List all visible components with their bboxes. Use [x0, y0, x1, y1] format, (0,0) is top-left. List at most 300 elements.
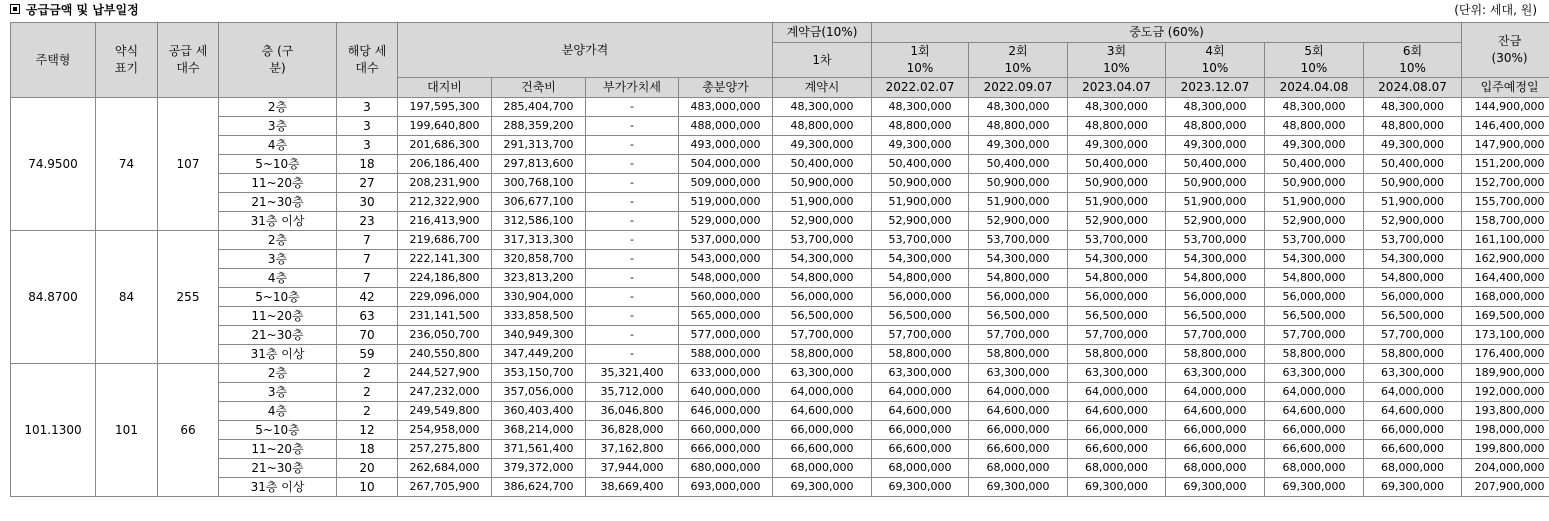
middle-round-2-cell: 63,300,000 — [969, 364, 1068, 383]
vat-cell: - — [586, 174, 679, 193]
contract-cell: 64,000,000 — [773, 383, 872, 402]
header-middle-round-5-label: 5회 — [1304, 44, 1324, 58]
middle-round-1-cell: 54,800,000 — [872, 269, 969, 288]
vat-cell: - — [586, 269, 679, 288]
middle-round-1-cell: 52,900,000 — [872, 212, 969, 231]
units-cell: 3 — [337, 136, 398, 155]
middle-round-2-cell: 57,700,000 — [969, 326, 1068, 345]
header-middle-round-3-pct: 10% — [1103, 61, 1130, 75]
middle-round-5-cell: 66,600,000 — [1265, 440, 1364, 459]
units-cell: 2 — [337, 383, 398, 402]
table-row — [11, 421, 1549, 440]
header-vat: 부가가치세 — [586, 78, 679, 98]
supply-cell: 255 — [158, 231, 219, 364]
middle-round-5-cell: 54,300,000 — [1265, 250, 1364, 269]
header-units-text: 해당 세대수 — [347, 44, 387, 75]
middle-round-4-cell: 66,000,000 — [1166, 421, 1265, 440]
land-cell: 247,232,000 — [398, 383, 492, 402]
middle-round-5-cell: 49,300,000 — [1265, 136, 1364, 155]
contract-cell: 48,800,000 — [773, 117, 872, 136]
contract-cell: 58,800,000 — [773, 345, 872, 364]
floor-cell: 2층 — [219, 231, 337, 250]
vat-cell: 36,046,800 — [586, 402, 679, 421]
middle-round-2-cell: 51,900,000 — [969, 193, 1068, 212]
land-cell: 267,705,900 — [398, 478, 492, 497]
units-cell: 3 — [337, 117, 398, 136]
building-cell: 379,372,000 — [492, 459, 586, 478]
floor-cell: 3층 — [219, 250, 337, 269]
total-cell: 537,000,000 — [679, 231, 773, 250]
floor-cell: 11~20층 — [219, 174, 337, 193]
header-balance-pct: (30%) — [1491, 51, 1528, 65]
header-middle-round-4 — [1166, 43, 1265, 78]
middle-round-2-cell: 64,600,000 — [969, 402, 1068, 421]
middle-round-5-cell: 63,300,000 — [1265, 364, 1364, 383]
middle-round-5-cell: 48,300,000 — [1265, 98, 1364, 117]
middle-round-6-cell: 48,300,000 — [1364, 98, 1462, 117]
middle-round-4-cell: 54,800,000 — [1166, 269, 1265, 288]
total-cell: 504,000,000 — [679, 155, 773, 174]
middle-round-6-cell: 66,000,000 — [1364, 421, 1462, 440]
abbr-cell: 74 — [96, 98, 158, 231]
land-cell: 212,322,900 — [398, 193, 492, 212]
units-cell: 27 — [337, 174, 398, 193]
middle-round-3-cell: 50,400,000 — [1068, 155, 1166, 174]
contract-cell: 69,300,000 — [773, 478, 872, 497]
total-cell: 488,000,000 — [679, 117, 773, 136]
land-cell: 262,684,000 — [398, 459, 492, 478]
middle-round-6-cell: 56,500,000 — [1364, 307, 1462, 326]
balance-cell: 158,700,000 — [1462, 212, 1549, 231]
units-cell: 7 — [337, 250, 398, 269]
middle-round-5-cell: 52,900,000 — [1265, 212, 1364, 231]
balance-cell: 173,100,000 — [1462, 326, 1549, 345]
land-cell: 197,595,300 — [398, 98, 492, 117]
header-supply-text: 공급 세대수 — [168, 44, 208, 75]
floor-cell: 3층 — [219, 117, 337, 136]
header-middle-round-2 — [969, 43, 1068, 78]
table-row — [11, 440, 1549, 459]
middle-round-5-cell: 56,000,000 — [1265, 288, 1364, 307]
middle-round-5-cell: 64,000,000 — [1265, 383, 1364, 402]
header-floor-text: 층 (구분) — [261, 44, 294, 75]
middle-round-1-cell: 64,000,000 — [872, 383, 969, 402]
middle-round-2-cell: 66,600,000 — [969, 440, 1068, 459]
middle-round-2-cell: 58,800,000 — [969, 345, 1068, 364]
table-row — [11, 193, 1549, 212]
floor-cell: 31층 이상 — [219, 345, 337, 364]
total-cell: 693,000,000 — [679, 478, 773, 497]
middle-round-1-cell: 56,000,000 — [872, 288, 969, 307]
contract-cell: 57,700,000 — [773, 326, 872, 345]
land-cell: 236,050,700 — [398, 326, 492, 345]
middle-round-3-cell: 49,300,000 — [1068, 136, 1166, 155]
balance-cell: 161,100,000 — [1462, 231, 1549, 250]
middle-round-4-cell: 48,300,000 — [1166, 98, 1265, 117]
contract-cell: 53,700,000 — [773, 231, 872, 250]
vat-cell: - — [586, 136, 679, 155]
building-cell: 317,313,300 — [492, 231, 586, 250]
middle-round-5-cell: 51,900,000 — [1265, 193, 1364, 212]
land-cell: 219,686,700 — [398, 231, 492, 250]
floor-cell: 4층 — [219, 136, 337, 155]
house-type-cell: 74.9500 — [11, 98, 96, 231]
building-cell: 300,768,100 — [492, 174, 586, 193]
table-row — [11, 288, 1549, 307]
middle-round-6-cell: 50,400,000 — [1364, 155, 1462, 174]
table-row — [11, 402, 1549, 421]
contract-cell: 48,300,000 — [773, 98, 872, 117]
middle-round-3-cell: 52,900,000 — [1068, 212, 1166, 231]
middle-round-4-cell: 64,600,000 — [1166, 402, 1265, 421]
units-cell: 3 — [337, 98, 398, 117]
balance-cell: 193,800,000 — [1462, 402, 1549, 421]
balance-cell: 189,900,000 — [1462, 364, 1549, 383]
header-balance-when: 입주예정일 — [1462, 78, 1549, 98]
total-cell: 483,000,000 — [679, 98, 773, 117]
middle-round-6-cell: 50,900,000 — [1364, 174, 1462, 193]
building-cell: 368,214,000 — [492, 421, 586, 440]
contract-cell: 51,900,000 — [773, 193, 872, 212]
middle-round-5-cell: 54,800,000 — [1265, 269, 1364, 288]
supply-cell: 107 — [158, 98, 219, 231]
units-cell: 20 — [337, 459, 398, 478]
contract-cell: 66,600,000 — [773, 440, 872, 459]
building-cell: 371,561,400 — [492, 440, 586, 459]
middle-round-3-cell: 54,300,000 — [1068, 250, 1166, 269]
building-cell: 353,150,700 — [492, 364, 586, 383]
vat-cell: - — [586, 307, 679, 326]
header-contract-when: 계약시 — [773, 78, 872, 98]
land-cell: 240,550,800 — [398, 345, 492, 364]
land-cell: 222,141,300 — [398, 250, 492, 269]
land-cell: 199,640,800 — [398, 117, 492, 136]
middle-round-1-cell: 51,900,000 — [872, 193, 969, 212]
header-middle-date-4: 2023.12.07 — [1166, 78, 1265, 98]
vat-cell: - — [586, 231, 679, 250]
land-cell: 229,096,000 — [398, 288, 492, 307]
balance-cell: 169,500,000 — [1462, 307, 1549, 326]
floor-cell: 21~30층 — [219, 326, 337, 345]
building-cell: 291,313,700 — [492, 136, 586, 155]
floor-cell: 3층 — [219, 383, 337, 402]
middle-round-6-cell: 63,300,000 — [1364, 364, 1462, 383]
building-cell: 320,858,700 — [492, 250, 586, 269]
header-floor — [219, 23, 337, 98]
balance-cell: 198,000,000 — [1462, 421, 1549, 440]
contract-cell: 64,600,000 — [773, 402, 872, 421]
middle-round-1-cell: 64,600,000 — [872, 402, 969, 421]
vat-cell: - — [586, 117, 679, 136]
building-cell: 357,056,000 — [492, 383, 586, 402]
table-header — [11, 23, 1549, 98]
middle-round-4-cell: 56,000,000 — [1166, 288, 1265, 307]
middle-round-2-cell: 48,300,000 — [969, 98, 1068, 117]
units-cell: 7 — [337, 269, 398, 288]
middle-round-4-cell: 48,800,000 — [1166, 117, 1265, 136]
abbr-cell: 101 — [96, 364, 158, 497]
header-middle-round-4-label: 4회 — [1205, 44, 1225, 58]
price-schedule-table — [10, 22, 1549, 497]
contract-cell: 49,300,000 — [773, 136, 872, 155]
vat-cell: - — [586, 98, 679, 117]
building-cell: 285,404,700 — [492, 98, 586, 117]
table-body — [11, 98, 1549, 497]
total-cell: 493,000,000 — [679, 136, 773, 155]
vat-cell: 37,162,800 — [586, 440, 679, 459]
vat-cell: 35,321,400 — [586, 364, 679, 383]
middle-round-3-cell: 63,300,000 — [1068, 364, 1166, 383]
header-middle-date-5: 2024.04.08 — [1265, 78, 1364, 98]
middle-round-6-cell: 64,600,000 — [1364, 402, 1462, 421]
middle-round-2-cell: 49,300,000 — [969, 136, 1068, 155]
balance-cell: 155,700,000 — [1462, 193, 1549, 212]
vat-cell: 38,669,400 — [586, 478, 679, 497]
middle-round-4-cell: 49,300,000 — [1166, 136, 1265, 155]
floor-cell: 5~10층 — [219, 288, 337, 307]
middle-round-1-cell: 69,300,000 — [872, 478, 969, 497]
land-cell: 244,527,900 — [398, 364, 492, 383]
house-type-cell: 84.8700 — [11, 231, 96, 364]
middle-round-5-cell: 66,000,000 — [1265, 421, 1364, 440]
building-cell: 360,403,400 — [492, 402, 586, 421]
total-cell: 660,000,000 — [679, 421, 773, 440]
header-middle: 중도금 (60%) — [872, 23, 1462, 43]
middle-round-2-cell: 48,800,000 — [969, 117, 1068, 136]
middle-round-4-cell: 57,700,000 — [1166, 326, 1265, 345]
middle-round-4-cell: 66,600,000 — [1166, 440, 1265, 459]
units-cell: 70 — [337, 326, 398, 345]
units-cell: 7 — [337, 231, 398, 250]
header-middle-date-6: 2024.08.07 — [1364, 78, 1462, 98]
land-cell: 208,231,900 — [398, 174, 492, 193]
contract-cell: 56,000,000 — [773, 288, 872, 307]
floor-cell: 31층 이상 — [219, 212, 337, 231]
header-middle-round-3 — [1068, 43, 1166, 78]
floor-cell: 4층 — [219, 402, 337, 421]
total-cell: 646,000,000 — [679, 402, 773, 421]
units-cell: 12 — [337, 421, 398, 440]
middle-round-1-cell: 63,300,000 — [872, 364, 969, 383]
middle-round-5-cell: 48,800,000 — [1265, 117, 1364, 136]
middle-round-4-cell: 52,900,000 — [1166, 212, 1265, 231]
land-cell: 216,413,900 — [398, 212, 492, 231]
middle-round-6-cell: 49,300,000 — [1364, 136, 1462, 155]
middle-round-1-cell: 48,800,000 — [872, 117, 969, 136]
floor-cell: 11~20층 — [219, 440, 337, 459]
balance-cell: 162,900,000 — [1462, 250, 1549, 269]
middle-round-4-cell: 64,000,000 — [1166, 383, 1265, 402]
middle-round-3-cell: 54,800,000 — [1068, 269, 1166, 288]
floor-cell: 2층 — [219, 98, 337, 117]
building-cell: 306,677,100 — [492, 193, 586, 212]
balance-cell: 207,900,000 — [1462, 478, 1549, 497]
vat-cell: 36,828,000 — [586, 421, 679, 440]
middle-round-1-cell: 56,500,000 — [872, 307, 969, 326]
middle-round-2-cell: 50,900,000 — [969, 174, 1068, 193]
units-cell: 10 — [337, 478, 398, 497]
table-row — [11, 98, 1549, 117]
middle-round-3-cell: 58,800,000 — [1068, 345, 1166, 364]
middle-round-1-cell: 68,000,000 — [872, 459, 969, 478]
floor-cell: 4층 — [219, 269, 337, 288]
table-row — [11, 231, 1549, 250]
building-cell: 288,359,200 — [492, 117, 586, 136]
header-contract: 계약금(10%) — [773, 23, 872, 43]
middle-round-5-cell: 56,500,000 — [1265, 307, 1364, 326]
building-cell: 333,858,500 — [492, 307, 586, 326]
middle-round-5-cell: 53,700,000 — [1265, 231, 1364, 250]
land-cell: 231,141,500 — [398, 307, 492, 326]
land-cell: 224,186,800 — [398, 269, 492, 288]
middle-round-1-cell: 49,300,000 — [872, 136, 969, 155]
header-middle-round-2-label: 2회 — [1008, 44, 1028, 58]
table-row — [11, 155, 1549, 174]
middle-round-6-cell: 66,600,000 — [1364, 440, 1462, 459]
supply-cell: 66 — [158, 364, 219, 497]
house-type-cell: 101.1300 — [11, 364, 96, 497]
table-row — [11, 459, 1549, 478]
middle-round-1-cell: 50,900,000 — [872, 174, 969, 193]
middle-round-1-cell: 54,300,000 — [872, 250, 969, 269]
total-cell: 509,000,000 — [679, 174, 773, 193]
header-middle-round-5 — [1265, 43, 1364, 78]
contract-cell: 50,900,000 — [773, 174, 872, 193]
table-row — [11, 345, 1549, 364]
building-cell: 297,813,600 — [492, 155, 586, 174]
title-row — [10, 0, 1537, 20]
middle-round-2-cell: 66,000,000 — [969, 421, 1068, 440]
balance-cell: 144,900,000 — [1462, 98, 1549, 117]
total-cell: 565,000,000 — [679, 307, 773, 326]
header-units — [337, 23, 398, 98]
balance-cell: 164,400,000 — [1462, 269, 1549, 288]
floor-cell: 2층 — [219, 364, 337, 383]
middle-round-1-cell: 57,700,000 — [872, 326, 969, 345]
middle-round-3-cell: 66,000,000 — [1068, 421, 1166, 440]
middle-round-6-cell: 58,800,000 — [1364, 345, 1462, 364]
total-cell: 588,000,000 — [679, 345, 773, 364]
header-building: 건축비 — [492, 78, 586, 98]
middle-round-4-cell: 54,300,000 — [1166, 250, 1265, 269]
total-cell: 548,000,000 — [679, 269, 773, 288]
middle-round-2-cell: 56,500,000 — [969, 307, 1068, 326]
middle-round-3-cell: 56,500,000 — [1068, 307, 1166, 326]
vat-cell: - — [586, 193, 679, 212]
header-middle-round-4-pct: 10% — [1201, 61, 1229, 75]
table-row — [11, 250, 1549, 269]
header-price: 분양가격 — [398, 23, 773, 78]
middle-round-5-cell: 68,000,000 — [1265, 459, 1364, 478]
total-cell: 577,000,000 — [679, 326, 773, 345]
middle-round-3-cell: 64,600,000 — [1068, 402, 1166, 421]
floor-cell: 21~30층 — [219, 459, 337, 478]
table-row — [11, 136, 1549, 155]
middle-round-3-cell: 51,900,000 — [1068, 193, 1166, 212]
header-supply — [158, 23, 219, 98]
land-cell: 206,186,400 — [398, 155, 492, 174]
square-bullet-icon — [10, 4, 20, 14]
middle-round-3-cell: 56,000,000 — [1068, 288, 1166, 307]
total-cell: 640,000,000 — [679, 383, 773, 402]
middle-round-2-cell: 53,700,000 — [969, 231, 1068, 250]
header-abbr — [96, 23, 158, 98]
contract-cell: 63,300,000 — [773, 364, 872, 383]
floor-cell: 5~10층 — [219, 155, 337, 174]
middle-round-4-cell: 69,300,000 — [1166, 478, 1265, 497]
units-cell: 2 — [337, 364, 398, 383]
middle-round-3-cell: 53,700,000 — [1068, 231, 1166, 250]
land-cell: 201,686,300 — [398, 136, 492, 155]
middle-round-6-cell: 52,900,000 — [1364, 212, 1462, 231]
header-total: 총분양가 — [679, 78, 773, 98]
middle-round-6-cell: 68,000,000 — [1364, 459, 1462, 478]
balance-cell: 192,000,000 — [1462, 383, 1549, 402]
header-middle-round-6 — [1364, 43, 1462, 78]
balance-cell: 168,000,000 — [1462, 288, 1549, 307]
middle-round-6-cell: 51,900,000 — [1364, 193, 1462, 212]
header-middle-round-3-label: 3회 — [1106, 44, 1127, 58]
vat-cell: 35,712,000 — [586, 383, 679, 402]
contract-cell: 54,800,000 — [773, 269, 872, 288]
header-balance — [1462, 23, 1549, 78]
total-cell: 560,000,000 — [679, 288, 773, 307]
middle-round-1-cell: 50,400,000 — [872, 155, 969, 174]
page-title-text: 공급금액 및 납부일정 — [26, 3, 139, 17]
vat-cell: - — [586, 155, 679, 174]
middle-round-3-cell: 50,900,000 — [1068, 174, 1166, 193]
middle-round-6-cell: 54,800,000 — [1364, 269, 1462, 288]
header-middle-round-2-pct: 10% — [1004, 61, 1032, 75]
vat-cell: - — [586, 288, 679, 307]
unit-note: (단위: 세대, 원) — [1454, 3, 1537, 17]
header-middle-round-1-pct: 10% — [906, 61, 934, 75]
floor-cell: 21~30층 — [219, 193, 337, 212]
middle-round-5-cell: 50,900,000 — [1265, 174, 1364, 193]
middle-round-6-cell: 48,800,000 — [1364, 117, 1462, 136]
middle-round-1-cell: 48,300,000 — [872, 98, 969, 117]
table-row — [11, 478, 1549, 497]
middle-round-2-cell: 68,000,000 — [969, 459, 1068, 478]
middle-round-5-cell: 64,600,000 — [1265, 402, 1364, 421]
contract-cell: 56,500,000 — [773, 307, 872, 326]
balance-cell: 204,000,000 — [1462, 459, 1549, 478]
contract-cell: 68,000,000 — [773, 459, 872, 478]
middle-round-1-cell: 58,800,000 — [872, 345, 969, 364]
header-middle-round-6-label: 6회 — [1402, 44, 1423, 58]
units-cell: 30 — [337, 193, 398, 212]
total-cell: 666,000,000 — [679, 440, 773, 459]
balance-cell: 152,700,000 — [1462, 174, 1549, 193]
middle-round-3-cell: 68,000,000 — [1068, 459, 1166, 478]
contract-cell: 52,900,000 — [773, 212, 872, 231]
header-contract-sub: 1차 — [773, 43, 872, 78]
middle-round-5-cell: 58,800,000 — [1265, 345, 1364, 364]
vat-cell: - — [586, 250, 679, 269]
building-cell: 386,624,700 — [492, 478, 586, 497]
middle-round-3-cell: 48,300,000 — [1068, 98, 1166, 117]
header-middle-date-2: 2022.09.07 — [969, 78, 1068, 98]
building-cell: 330,904,000 — [492, 288, 586, 307]
middle-round-2-cell: 54,800,000 — [969, 269, 1068, 288]
contract-cell: 66,000,000 — [773, 421, 872, 440]
land-cell: 257,275,800 — [398, 440, 492, 459]
middle-round-6-cell: 53,700,000 — [1364, 231, 1462, 250]
header-middle-date-3: 2023.04.07 — [1068, 78, 1166, 98]
building-cell: 347,449,200 — [492, 345, 586, 364]
middle-round-4-cell: 58,800,000 — [1166, 345, 1265, 364]
building-cell: 312,586,100 — [492, 212, 586, 231]
